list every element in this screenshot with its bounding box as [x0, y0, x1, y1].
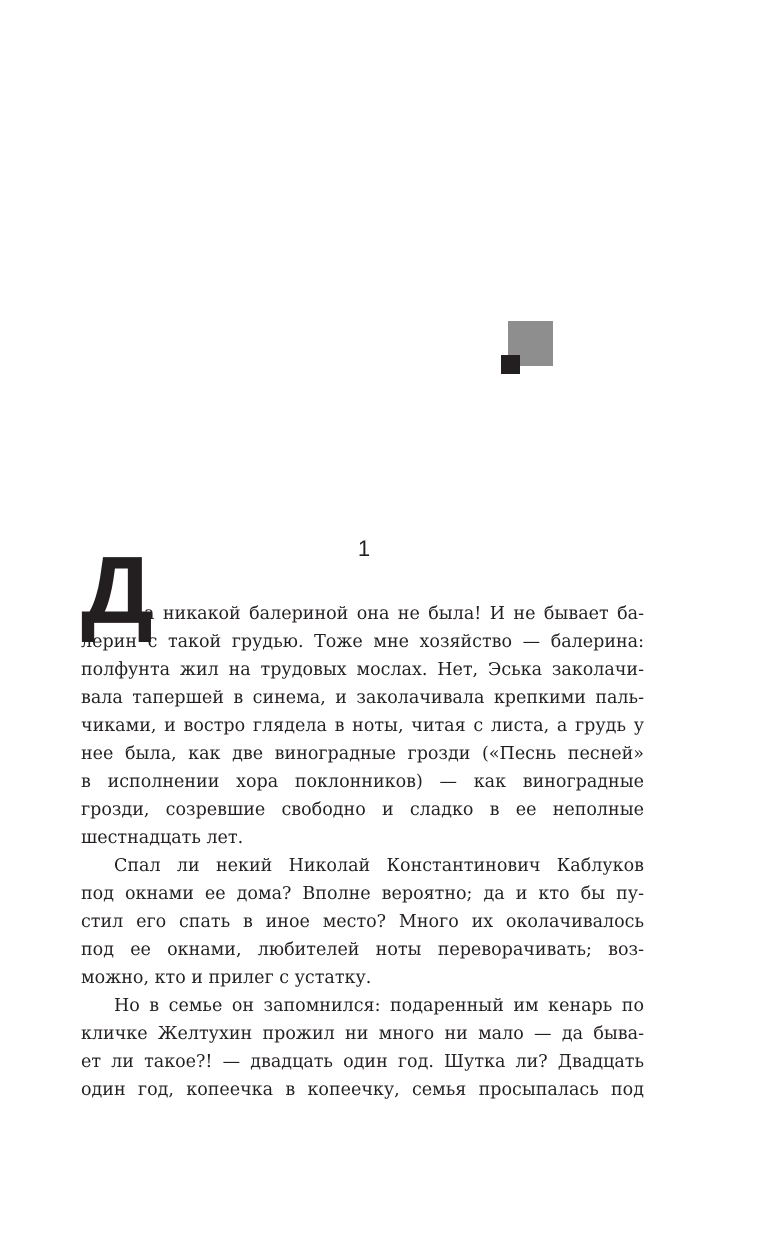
text-line: шестнадцать лет. [81, 828, 244, 848]
text-line: Спал ли некий Николай Константинович Каблуков [114, 856, 644, 876]
text-line: можно, кто и прилег с устатку. [81, 968, 372, 988]
chapter-ornament [0, 0, 768, 400]
text-line: нее была, как две виноградные грозди («Песнь песней» [81, 744, 644, 764]
text-line: Но в семье он запомнился: подаренный им кенарь по [114, 996, 644, 1016]
ornament-black-square [501, 355, 520, 374]
text-line: а никакой балериной она не была! И не бывает ба- [144, 604, 644, 624]
text-line: чиками, и востро глядела в ноты, читая с листа, а грудь у [81, 716, 644, 736]
text-line: полфунта жил на трудовых мослах. Нет, Эська заколачи- [81, 660, 644, 680]
text-line: один год, копеечка в копеечку, семья просыпалась под [81, 1080, 644, 1100]
text-line: грозди, созревшие свободно и сладко в ее неполные [81, 800, 644, 820]
text-line: вала тапершей в синема, и заколачивала крепкими паль- [81, 688, 644, 708]
text-line: ет ли такое?! — двадцать один год. Шутка ли? Двадцать [81, 1052, 644, 1072]
chapter-number: 1 [357, 536, 371, 561]
body-text [81, 600, 644, 1104]
text-line: стил его спать в иное место? Много их околачивалось [81, 912, 644, 932]
text-line: лерин с такой грудью. Тоже мне хозяйство — балерина: [81, 632, 644, 652]
text-line: кличке Желтухин прожил ни много ни мало — да быва- [81, 1024, 644, 1044]
text-line: в исполнении хора поклонников) — как виноградные [81, 772, 644, 792]
drop-cap: Д [81, 537, 153, 644]
text-line: под окнами ее дома? Вполне вероятно; да и кто бы пу- [81, 884, 644, 904]
text-line: под ее окнами, любителей ноты переворачивать; воз- [81, 940, 644, 960]
